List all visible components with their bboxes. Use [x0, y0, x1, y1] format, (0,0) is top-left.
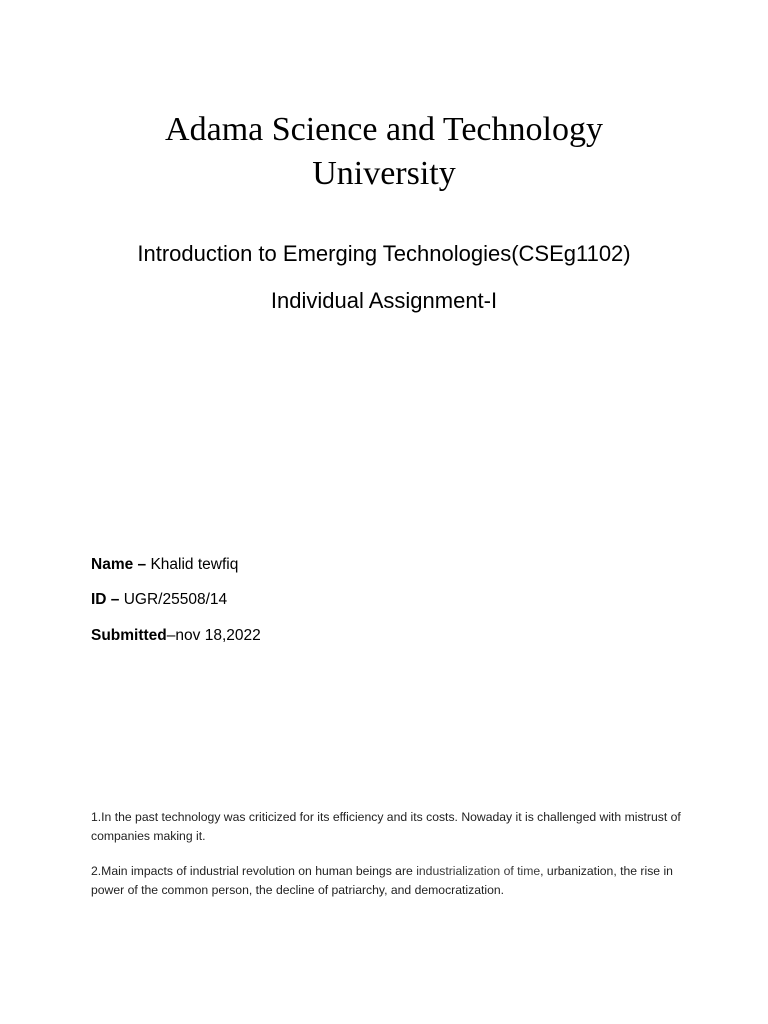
name-separator: –: [133, 556, 151, 573]
answer-2-highlight: industrialization of time: [416, 864, 541, 878]
student-id-row: [91, 590, 227, 610]
title-line-2: University: [312, 155, 456, 192]
answer-1-paragraph: 1.In the past technology was criticized for its efficiency and its costs. Nowaday it is challenged with mistrust of companies making it.: [91, 810, 681, 843]
answer-2-paragraph: [91, 862, 681, 899]
answer-2-text-after: , urbanization, the rise in power of the common person, the decline of patriarchy, and democratization.: [91, 864, 673, 897]
submitted-separator: –: [166, 627, 176, 644]
id-value: UGR/25508/14: [123, 591, 228, 608]
name-value: Khalid tewfiq: [150, 556, 239, 573]
page-title: [0, 108, 768, 196]
title-line-1: Adama Science and Technology: [165, 111, 603, 148]
submitted-label: Submitted: [91, 627, 167, 644]
id-label: ID: [91, 591, 107, 608]
course-heading: Introduction to Emerging Technologies(CSEg1102): [137, 241, 631, 266]
student-name-row: [91, 555, 238, 575]
name-label: Name: [91, 556, 134, 573]
id-separator: –: [106, 591, 124, 608]
assignment-heading: Individual Assignment-I: [270, 288, 498, 313]
submitted-row: [91, 626, 261, 646]
submitted-value: nov 18,2022: [175, 627, 261, 644]
answer-2-text-before: 2.Main impacts of industrial revolution on human beings are: [91, 864, 417, 878]
